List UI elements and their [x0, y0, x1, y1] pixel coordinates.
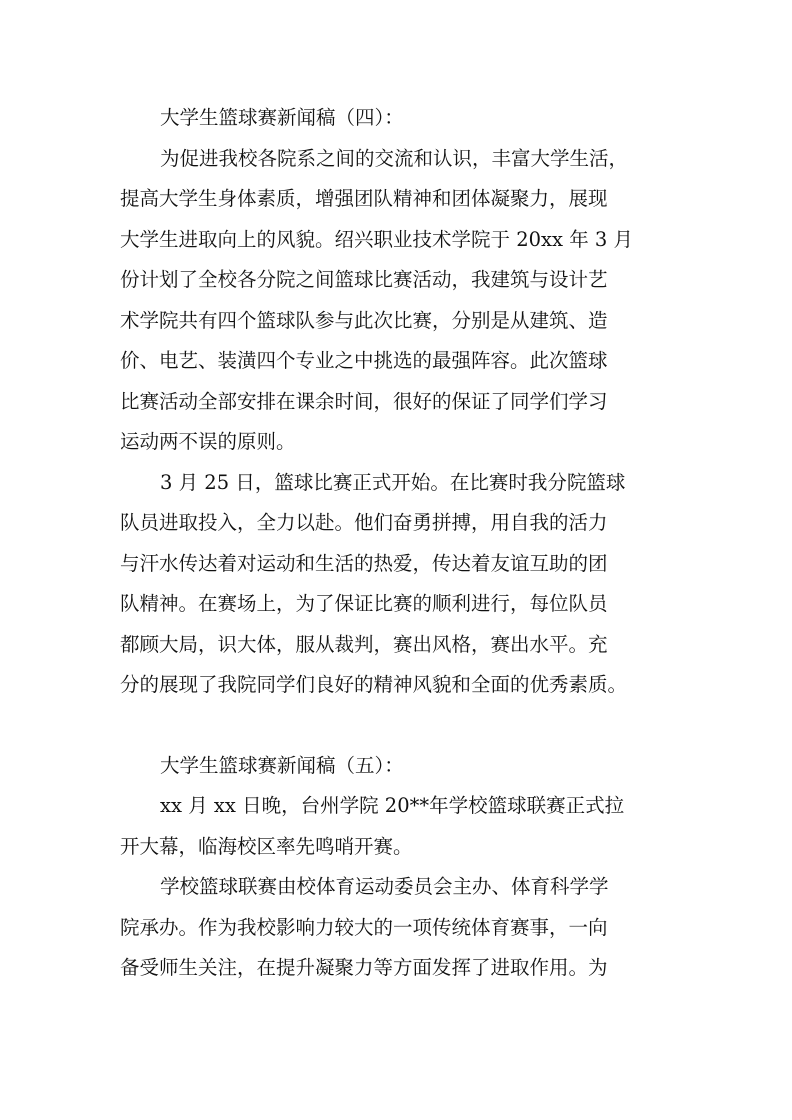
text-line: 提高大学生身体素质，增强团队精神和团体凝聚力，展现 — [120, 187, 608, 210]
text-line: 都顾大局，识大体，服从裁判，赛出风格，赛出水平。充 — [120, 632, 608, 656]
text-line: 分的展现了我院同学们良好的精神风貌和全面的优秀素质。 — [120, 673, 628, 696]
text-line: 份计划了全校各分院之间篮球比赛活动，我建筑与设计艺 — [120, 268, 608, 291]
text-line: 术学院共有四个篮球队参与此次比赛，分别是从建筑、造 — [120, 308, 608, 332]
section-spacer — [120, 706, 676, 746]
section-title: 大学生篮球赛新闻稿（四）： — [160, 106, 404, 129]
text-line: 比赛活动全部安排在课余时间，很好的保证了同学们学习 — [120, 389, 608, 413]
text-line: 备受师生关注，在提升凝聚力等方面发挥了进取作用。为 — [120, 956, 608, 979]
paragraph — [120, 786, 676, 867]
text-line: xx 月 xx 日晚，台州学院 20**年学校篮球联赛正式拉 — [160, 794, 625, 817]
text-line: 开大幕，临海校区率先鸣哨开赛。 — [120, 834, 413, 858]
text-line: 队精神。在赛场上，为了保证比赛的顺利进行，每位队员 — [120, 592, 608, 615]
section-four — [120, 98, 676, 706]
text-line: 3 月 25 日，篮球比赛正式开始。在比赛时我分院篮球 — [160, 470, 626, 494]
paragraph — [120, 867, 676, 989]
text-line: 队员进取投入，全力以赴。他们奋勇拼搏，用自我的活力 — [120, 511, 608, 534]
section-title: 大学生篮球赛新闻稿（五）： — [160, 753, 404, 777]
text-line: 与汗水传达着对运动和生活的热爱，传达着友谊互助的团 — [120, 551, 608, 575]
text-line: 运动两不误的原则。 — [120, 430, 296, 453]
section-five — [120, 746, 676, 989]
text-line: 院承办。作为我校影响力较大的一项传统体育赛事，一向 — [120, 915, 608, 939]
text-line: 大学生进取向上的风貌。绍兴职业技术学院于 20xx 年 3 月 — [120, 227, 634, 251]
paragraph — [120, 463, 676, 706]
text-line: 为促进我校各院系之间的交流和认识，丰富大学生活， — [160, 146, 629, 170]
document-body — [120, 98, 676, 989]
text-line: 价、电艺、装潢四个专业之中挑选的最强阵容。此次篮球 — [120, 349, 608, 372]
paragraph — [120, 139, 676, 463]
text-line: 学校篮球联赛由校体育运动委员会主办、体育科学学 — [160, 875, 609, 898]
